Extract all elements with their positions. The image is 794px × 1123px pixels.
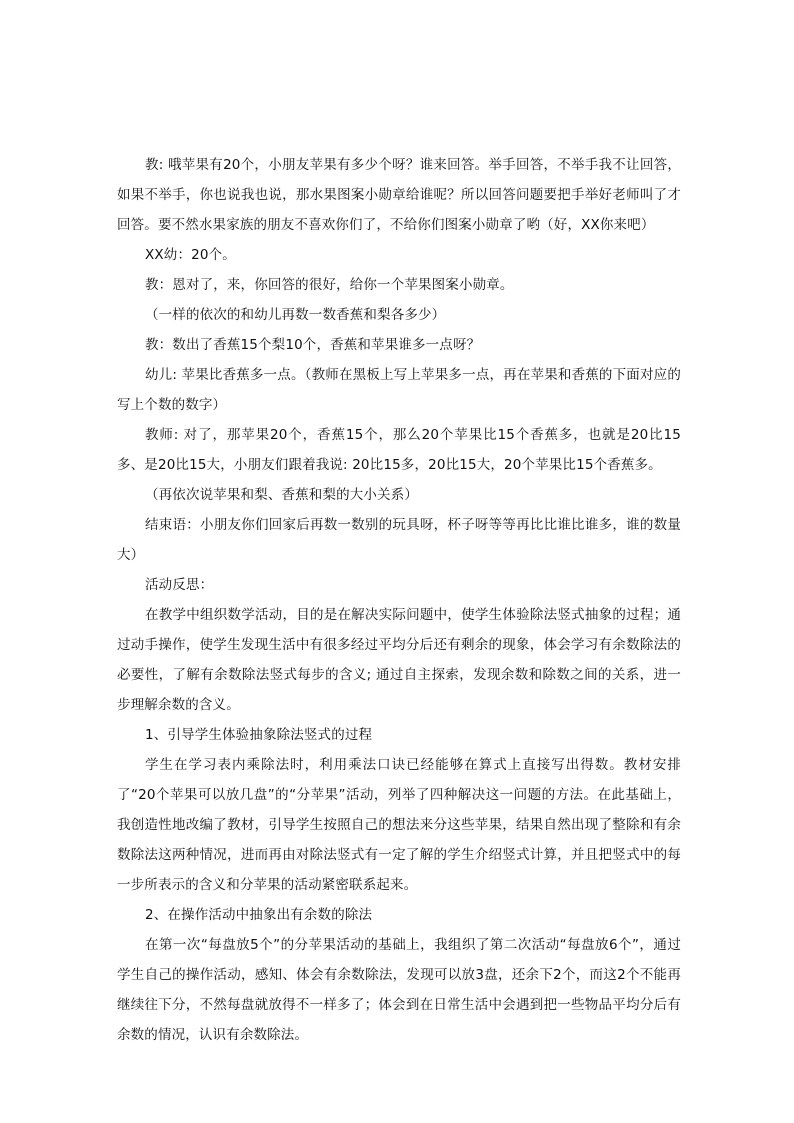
dialogue-child-compare: 幼儿: 苹果比香蕉多一点。（教师在黑板上写上苹果多一点，再在苹果和香蕉的下面对应的写上个数的数字）: [117, 367, 681, 413]
stage-direction-count: （一样的依次的和幼儿再数一数香蕉和梨各多少）: [145, 307, 446, 323]
dialogue-teacher-question: 教: 哦苹果有20个，小朋友苹果有多少个呀？谁来回答。举手回答，不举手我不让回答，如果不举手，你也说我也说，那水果图案小勋章给谁呢？所以回答问题要把手举好老师叫了才回答。要不然水果家族的朋友不喜欢你们了，不给你们图案小勋章了哟（好，XX你来吧）: [117, 157, 681, 233]
reflection-heading: 活动反思：: [145, 577, 214, 593]
dialogue-teacher-praise: 教：恩对了，来，你回答的很好，给你一个苹果图案小勋章。: [145, 277, 514, 293]
closing-remarks: 结束语：小朋友你们回家后再数一数别的玩具呀，杯子呀等等再比比谁比谁多，谁的数量大）: [117, 517, 681, 563]
section-body-1: 学生在学习表内乘除法时，利用乘法口诀已经能够在算式上直接写出得数。教材安排了“20个苹果可以放几盘”的“分苹果”活动，列举了四种解决这一问题的方法。在此基础上，我创造性地改编了教材，引导学生按照自己的想法来分这些苹果，结果自然出现了整除和有余数除法这两种情况，进而再由对除法竖式有一定了解的学生介绍竖式计算，并且把竖式中的每一步所表示的含义和分苹果的活动紧密联系起来。: [117, 757, 681, 893]
document-body: [117, 150, 681, 1050]
stage-direction-relations: （再依次说苹果和梨、香蕉和梨的大小关系）: [145, 487, 418, 503]
dialogue-child-answer: XX幼：20个。: [145, 247, 236, 263]
section-heading-2: 2、在操作活动中抽象出有余数的除法: [145, 907, 373, 923]
reflection-intro: 在教学中组织数学活动，目的是在解决实际问题中，使学生体验除法竖式抽象的过程；通过动手操作，使学生发现生活中有很多经过平均分后还有剩余的现象，体会学习有余数除法的必要性，了解有余数除法竖式每步的含义; 通过自主探索，发现余数和除数之间的关系，进一步理解余数的含义。: [117, 607, 681, 713]
dialogue-teacher-summary: 教师: 对了，那苹果20个，香蕉15个，那么20个苹果比15个香蕉多，也就是20比15多、是20比15大，小朋友们跟着我说: 20比15多，20比15大，20个苹果比15个香蕉多。: [117, 427, 681, 473]
section-heading-1: 1、引导学生体验抽象除法竖式的过程: [145, 727, 373, 743]
dialogue-teacher-compare: 教：数出了香蕉15个梨10个，香蕉和苹果谁多一点呀？: [145, 337, 481, 353]
section-body-2: 在第一次“每盘放5个”的分苹果活动的基础上，我组织了第二次活动“每盘放6个”，通过学生自己的操作活动，感知、体会有余数除法，发现可以放3盘，还余下2个，而这2个不能再继续往下分，不然每盘就放得不一样多了；体会到在日常生活中会遇到把一些物品平均分后有余数的情况，认识有余数除法。: [117, 937, 681, 1043]
